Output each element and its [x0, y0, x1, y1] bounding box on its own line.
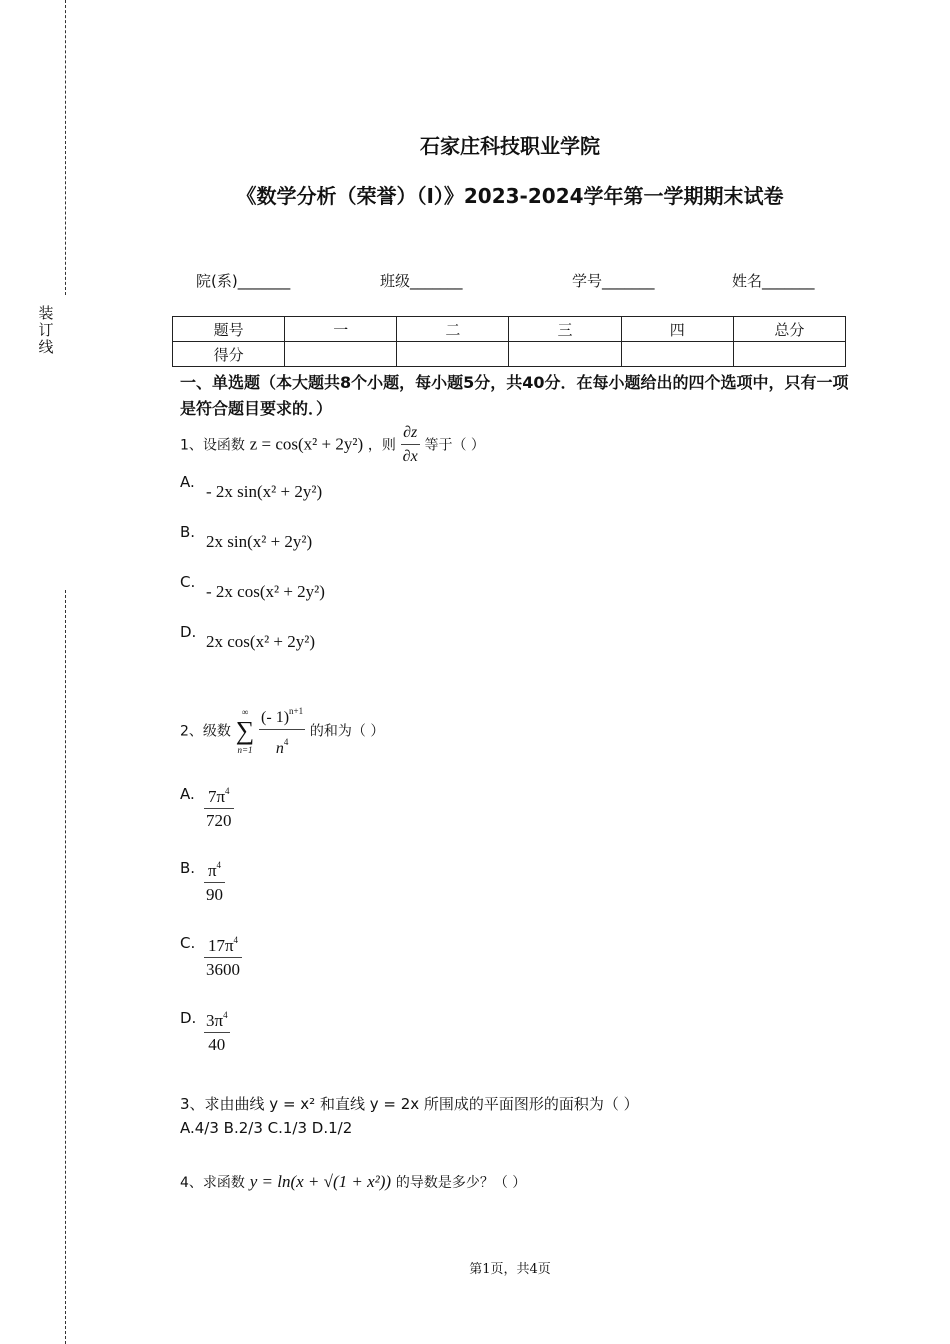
- score-header-cell: 四: [621, 317, 733, 342]
- binding-label: [38, 305, 54, 356]
- q1-option-c-letter: C.: [180, 573, 196, 591]
- q1-option-c-expr: - 2x cos(x² + 2y²): [206, 582, 325, 601]
- q2-option-b-exp: 4: [216, 860, 222, 870]
- q4-prefix: 4、求函数: [180, 1175, 245, 1191]
- department-field: 院(系)_______: [196, 272, 291, 290]
- page-footer: 第1页，共4页: [469, 1262, 551, 1277]
- q2-sum-top: ∞: [241, 706, 249, 717]
- score-table-score-row: [173, 342, 846, 367]
- q2-option-d-letter: D.: [180, 1009, 197, 1027]
- class-field: 班级_______: [380, 272, 463, 290]
- q2-term-num-base: (- 1): [261, 709, 290, 726]
- q2-sum-bottom: n=1: [237, 744, 253, 755]
- q1-middle: ，则: [367, 437, 396, 454]
- score-header-cell: 总分: [733, 317, 845, 342]
- binding-line-bottom: [65, 590, 66, 1344]
- q2-option-b-num: π: [207, 861, 217, 880]
- q1-suffix: 等于（ ）: [424, 437, 485, 454]
- q1-derivative: [401, 422, 420, 469]
- score-cell: [397, 342, 509, 367]
- q1-option-d-expr: 2x cos(x² + 2y²): [206, 632, 316, 651]
- q2-option-c-num: 17π: [207, 936, 234, 955]
- section-heading: 一、单选题（本大题共8个小题，每小题5分，共40分．在每小题给出的四个选项中，只有一项是符合题目要求的．）: [180, 373, 849, 418]
- q2-option-c-letter: C.: [180, 934, 196, 952]
- q2-term-num-exp: n+1: [289, 706, 304, 716]
- school-name: 石家庄科技职业学院: [420, 134, 600, 158]
- score-cell: [509, 342, 621, 367]
- score-header-cell: 一: [285, 317, 397, 342]
- q2-option-a-frac: [204, 780, 234, 833]
- q2-option-a-exp: 4: [225, 786, 230, 796]
- q2-term-den: [259, 730, 305, 761]
- score-row-label: 得分: [173, 342, 285, 367]
- q1-expr: z = cos(x² + 2y²): [249, 434, 364, 454]
- q2-option-d-den: 40: [208, 1035, 226, 1054]
- question-4: [180, 1172, 526, 1192]
- q1-deriv-num: ∂z: [401, 422, 420, 445]
- q2-term: [259, 700, 305, 761]
- q1-option-b-expr: 2x sin(x² + 2y²): [206, 532, 313, 551]
- q2-option-c-exp: 4: [233, 935, 239, 945]
- q4-suffix: 的导数是多少？（ ）: [395, 1175, 527, 1191]
- q2-option-a-letter: A.: [180, 785, 195, 803]
- q2-option-b-den: 90: [206, 885, 223, 904]
- q2-option-b-letter: B.: [180, 859, 196, 877]
- q2-suffix: 的和为（ ）: [309, 723, 385, 740]
- name-field: 姓名_______: [732, 272, 815, 290]
- q2-term-den-base: n: [275, 740, 284, 757]
- q1-deriv-den: ∂x: [402, 448, 418, 465]
- q2-sum: [236, 706, 255, 756]
- q2-option-a-den: 720: [206, 811, 232, 830]
- q1-prefix: 1、设函数: [180, 437, 245, 454]
- q2-prefix: 2、级数: [180, 723, 231, 740]
- question-3: 3、求由曲线 y = x² 和直线 y = 2x 所围成的平面图形的面积为（ ）: [180, 1095, 639, 1113]
- q3-options: A.4/3 B.2/3 C.1/3 D.1/2: [180, 1119, 353, 1137]
- q2-option-d-frac: [204, 1004, 230, 1057]
- q2-option-a-num: 7π: [207, 787, 226, 806]
- question-2: [180, 700, 384, 761]
- q1-option-d-letter: D.: [180, 623, 197, 641]
- q2-sigma: ∑: [235, 715, 255, 745]
- score-cell: [285, 342, 397, 367]
- q2-option-c-den: 3600: [206, 960, 240, 979]
- q2-option-b-frac: [204, 854, 225, 907]
- score-cell: [733, 342, 845, 367]
- binding-char: 线: [38, 338, 54, 356]
- q2-term-num: [259, 700, 305, 730]
- question-1: [180, 422, 485, 469]
- q2-option-d-exp: 4: [223, 1010, 228, 1020]
- q2-option-d-num: 3π: [206, 1011, 224, 1030]
- student-id-field: 学号_______: [572, 272, 655, 290]
- q2-option-c-frac: [204, 929, 242, 982]
- score-header-cell: 二: [397, 317, 509, 342]
- binding-char: 订: [38, 321, 54, 339]
- score-table: [172, 316, 846, 367]
- q1-option-b-letter: B.: [180, 523, 196, 541]
- score-header-cell: 三: [509, 317, 621, 342]
- binding-char: 装: [38, 304, 54, 322]
- score-table-header-row: [173, 317, 846, 342]
- exam-title: 《数学分析（荣誉）（Ⅰ）》2023-2024学年第一学期期末试卷: [236, 184, 784, 208]
- q2-term-den-exp: 4: [283, 737, 289, 747]
- q4-expr: y = ln(x + √(1 + x²)): [249, 1172, 392, 1191]
- q1-option-a-letter: A.: [180, 473, 195, 491]
- score-header-cell: 题号: [173, 317, 285, 342]
- q1-option-a-expr: - 2x sin(x² + 2y²): [206, 482, 323, 501]
- score-cell: [621, 342, 733, 367]
